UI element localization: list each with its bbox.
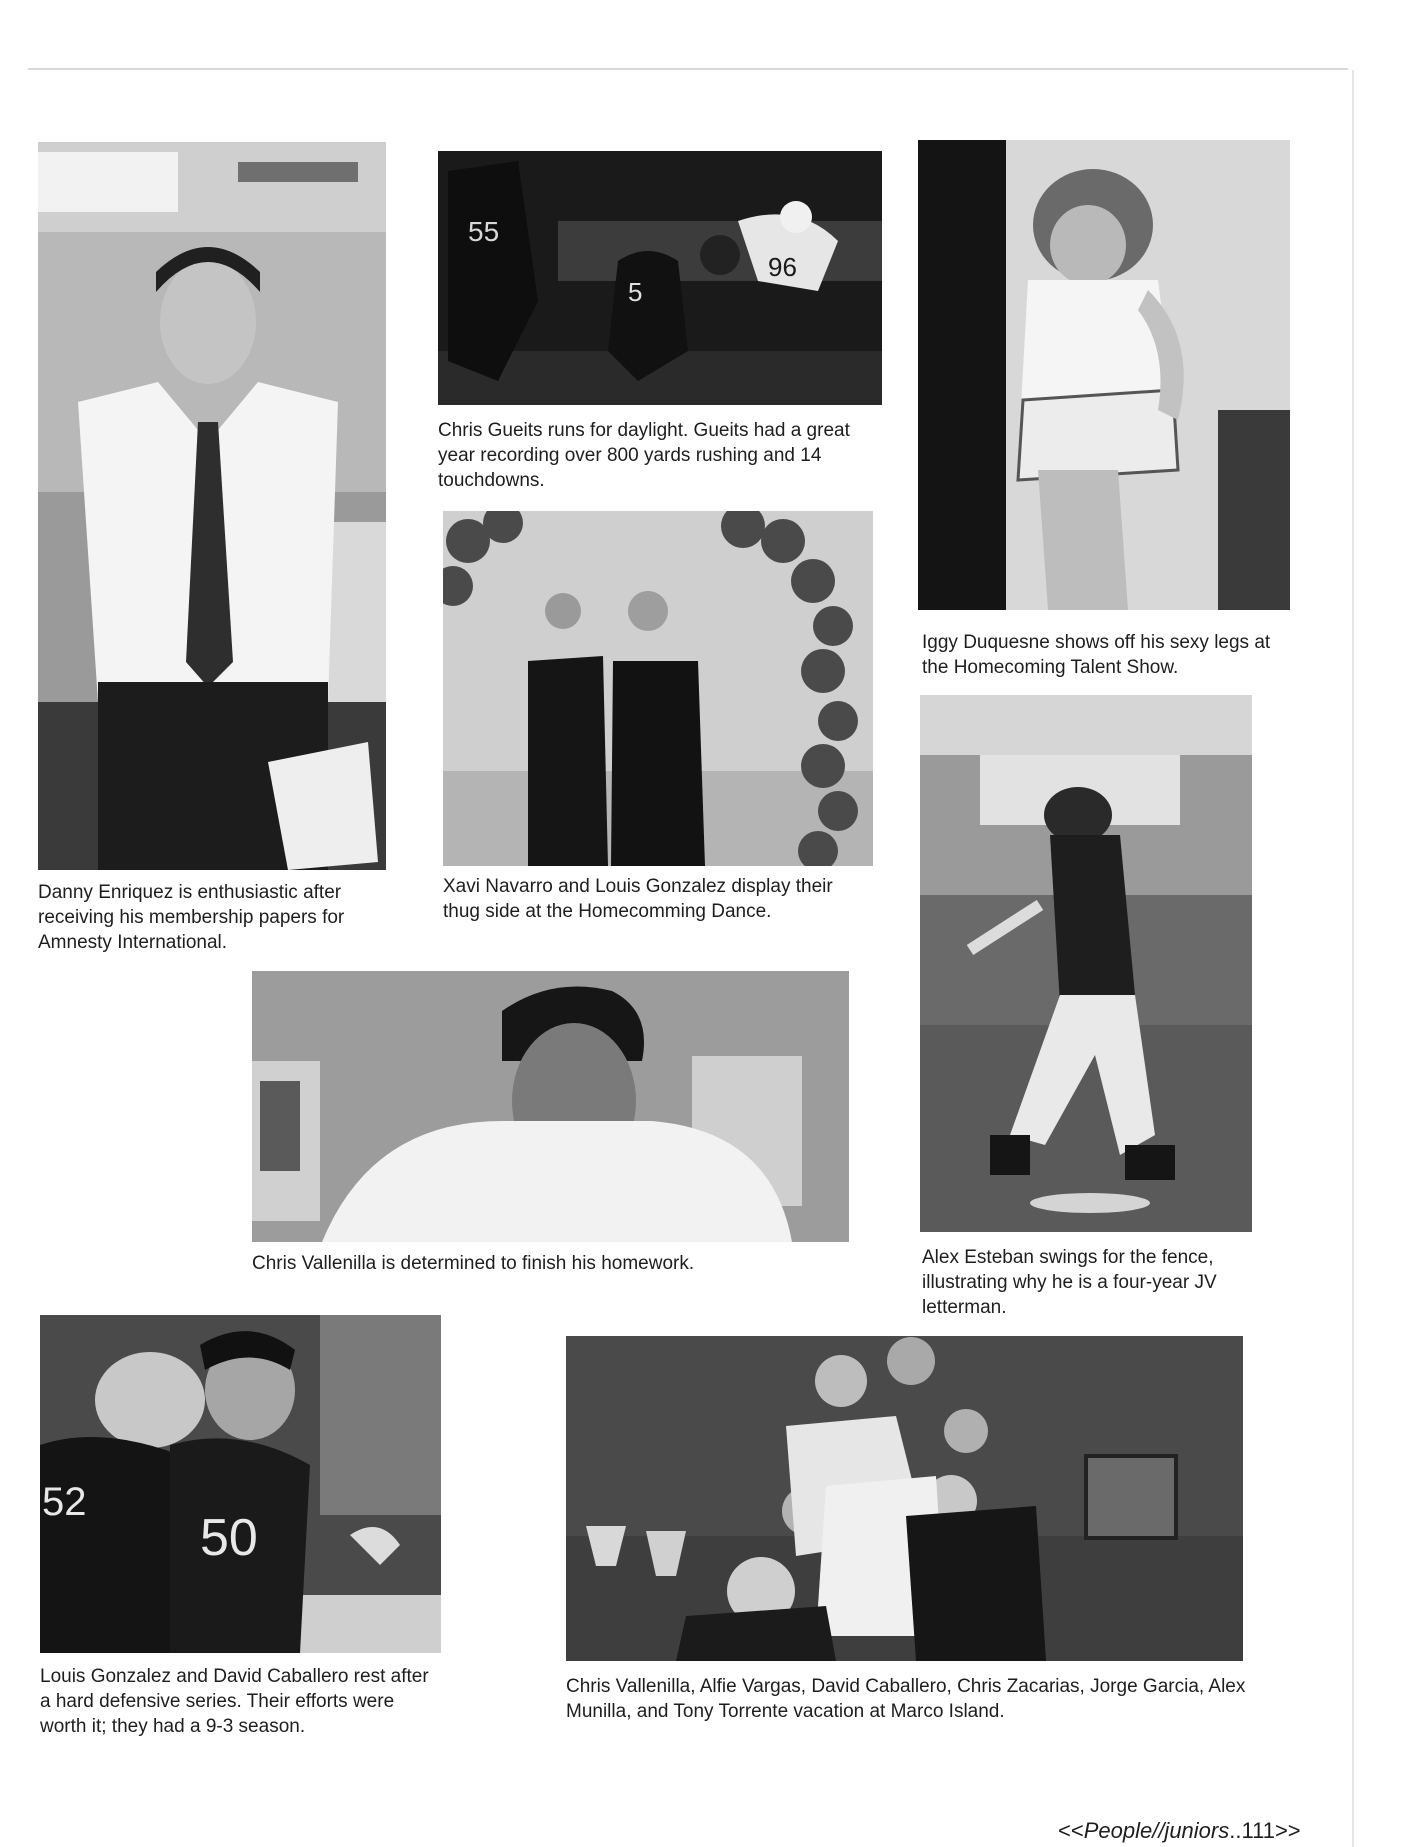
caption-alex-esteban: Alex Esteban swings for the fence, illustrating why he is a four-year JV letterman. [922, 1247, 1217, 1318]
caption-chris-gueits: Chris Gueits runs for daylight. Gueits had a great year recording over 800 yards rushing and 14 touchdowns. [438, 420, 850, 491]
caption-danny-enriquez: Danny Enriquez is enthusiastic after receiving his membership papers for Amnesty International. [38, 882, 345, 953]
jersey-number-96: 96 [768, 252, 797, 282]
folio-open: << [1058, 1818, 1084, 1843]
photo-danny-enriquez [38, 142, 386, 870]
caption-louis-david: Louis Gonzalez and David Caballero rest after a hard defensive series. Their efforts were worth it; they had a 9-3 season. [40, 1666, 429, 1737]
caption-chris-vallenilla: Chris Vallenilla is determined to finish his homework. [252, 1253, 695, 1274]
caption-group-marco-island: Chris Vallenilla, Alfie Vargas, David Caballero, Chris Zacarias, Jorge Garcia, Alex Munilla, and Tony Torrente vacation at Marco Island. [566, 1676, 1246, 1722]
photo-chris-vallenilla [252, 971, 849, 1242]
photo-xavi-louis [443, 511, 873, 866]
page-right-edge [1352, 70, 1354, 1847]
jersey-number-55: 55 [468, 216, 500, 247]
folio-section: People//juniors [1083, 1818, 1230, 1843]
folio-dots: .. [1229, 1818, 1242, 1843]
page-top-edge [28, 68, 1348, 70]
photo-chris-gueits [438, 151, 882, 405]
photo-group-marco-island [566, 1336, 1243, 1661]
photo-alex-esteban [920, 695, 1252, 1232]
folio-close: >> [1274, 1818, 1301, 1843]
jersey-number-5: 5 [628, 277, 643, 307]
caption-iggy-duquesne: Iggy Duquesne shows off his sexy legs at the Homecoming Talent Show. [922, 632, 1271, 678]
folio-page-number: 111 [1241, 1818, 1275, 1843]
page-folio [1058, 1818, 1301, 1844]
jersey-number-52: 52 [42, 1480, 87, 1524]
jersey-number-50: 50 [200, 1509, 258, 1567]
photo-iggy-duquesne [918, 140, 1290, 610]
caption-xavi-louis: Xavi Navarro and Louis Gonzalez display their thug side at the Homecomming Dance. [443, 876, 833, 922]
photo-louis-david [40, 1315, 441, 1653]
